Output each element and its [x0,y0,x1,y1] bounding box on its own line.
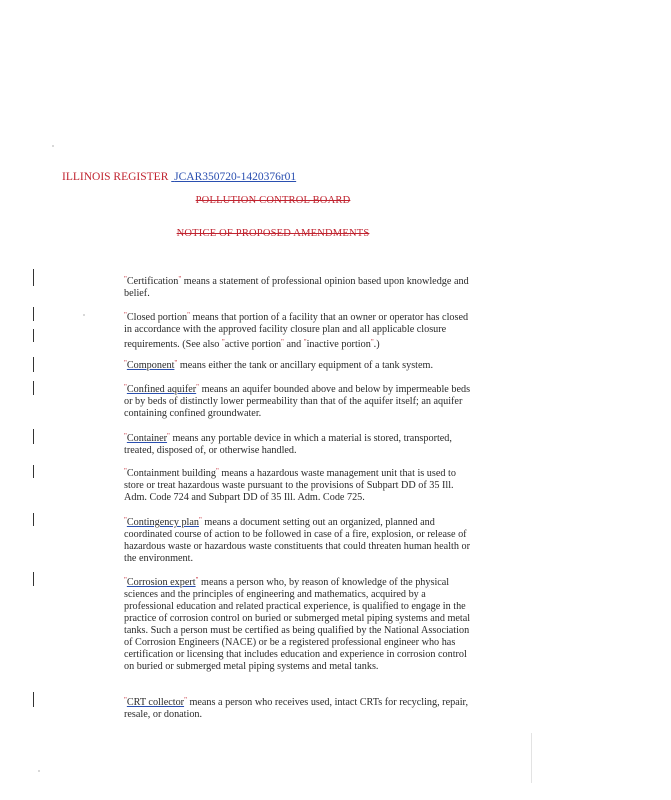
revision-bar [33,381,34,395]
term: Closed portion [126,312,188,323]
scan-speck [83,314,85,316]
term: Component [126,360,175,371]
definition-container: "Container" means any portable device in which a material is stored, transported, treated, disposed of, or otherwise handled. [124,432,452,456]
jcar-code: JCAR350720-1420376r01 [174,171,297,183]
board-title: POLLUTION CONTROL BOARD [195,195,351,206]
revision-bar [33,329,34,342]
term: Containment building [126,468,216,479]
definition-corrosion-expert: "Corrosion expert" means a person who, by reason of knowledge of the physical sciences and the principles of engineering and mathematics, acquired by a professional education and related practical experience, is qualified to engage in the practice of corrosion control on buried or submerged metal piping systems and metal tanks. Such a person must be certified as being qualified by the National Association of Corrosion Engineers (NACE) or be a registered professional engineer who has certification or licensing that includes education and experience in corrosion control on buried or submerged metal piping systems and metal tanks. [124,576,471,672]
term: Container [126,433,168,444]
term: Contingency plan [126,517,200,528]
revision-bar [33,692,34,707]
revision-bar [33,572,34,586]
definition-certification: "Certification" means a statement of professional opinion based upon knowledge and belief. [124,275,469,299]
revision-bar [33,269,34,286]
scan-edge-line [531,733,532,783]
definition-confined-aquifer: "Confined aquifer" means an aquifer bounded above and below by impermeable beds or by beds of distinctly lower permeability than that of the aquifer itself; an aquifer containing confined groundwater. [124,383,471,419]
definition-crt-collector: "CRT collector" means a person who receives used, intact CRTs for recycling, repair, resale, or donation. [124,696,469,720]
definition-contingency-plan: "Contingency plan" means a document setting out an organized, planned and coordinated course of action to be followed in case of a fire, explosion, or release of hazardous waste or hazardous waste constituents that could threaten human health or the environment. [124,516,470,564]
register-header [62,171,296,183]
term: CRT collector [126,697,185,708]
term: Certification [126,276,179,287]
revision-bar [33,465,34,478]
revision-bar [33,357,34,372]
definition-closed-portion: "Closed portion" means that portion of a facility that an owner or operator has closed in accordance with the approved facility closure plan and all applicable closure requirements. (See also "active portion" and "inactive portion".) [124,311,469,350]
revision-bar [33,513,34,526]
term: Corrosion expert [126,577,196,588]
revision-bar [33,429,34,444]
definition-containment-building: "Containment building" means a hazardous waste management unit that is used to store or treat hazardous waste pursuant to the provisions of Subpart DD of 35 Ill. Adm. Code 724 and Subpart DD of 35 Ill. Adm. Code 725. [124,467,456,503]
scan-speck [38,770,40,772]
term: Confined aquifer [126,384,197,395]
notice-title: NOTICE OF PROPOSED AMENDMENTS [176,228,370,239]
revision-bar [33,307,34,321]
definition-component: "Component" means either the tank or ancillary equipment of a tank system. [124,359,434,371]
scan-speck [52,145,54,147]
register-title: ILLINOIS REGISTER [62,171,169,183]
